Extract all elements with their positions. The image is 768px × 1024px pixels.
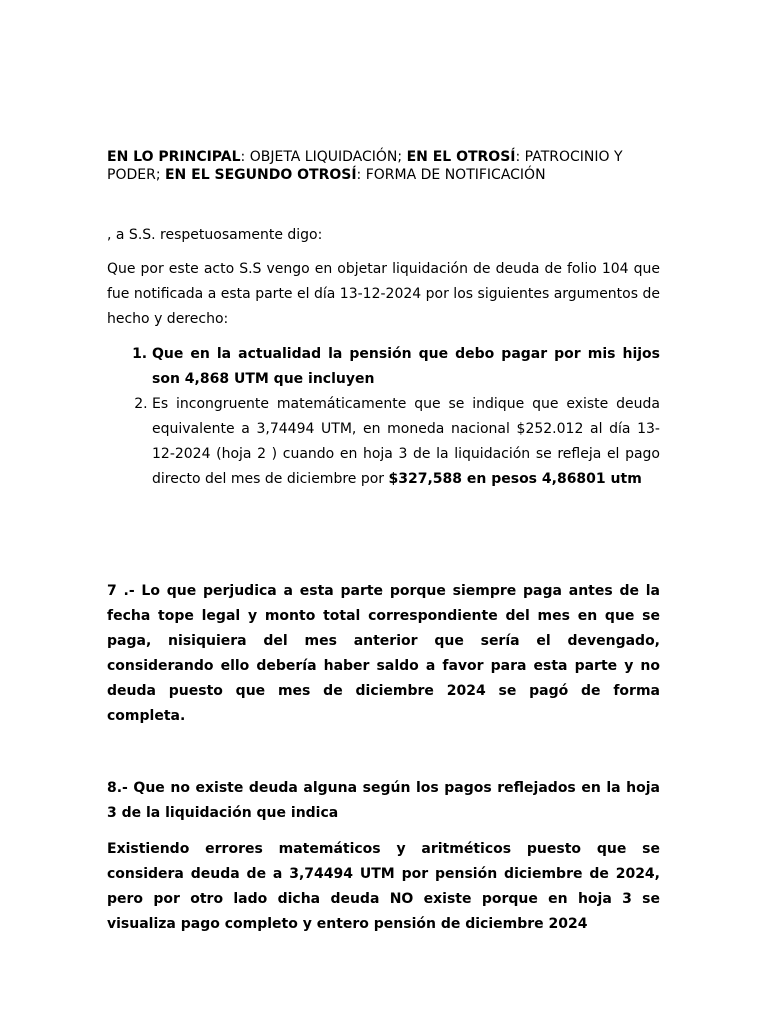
- greeting-line: , a S.S. respetuosamente digo:: [107, 227, 323, 243]
- heading-principal-label: EN LO PRINCIPAL: [107, 149, 241, 165]
- argument-item-2-amount: $327,588 en pesos 4,86801 utm: [388, 471, 642, 487]
- heading-segundo-label: EN EL SEGUNDO OTROSÍ: [164, 167, 357, 183]
- argument-list: [107, 342, 660, 492]
- heading-segundo-text: : FORMA DE NOTIFICACIÓN: [356, 167, 546, 183]
- paragraph-8: 8.- Que no existe deuda alguna según los pagos reflejados en la hoja 3 de la liquidación que indica: [107, 780, 660, 821]
- heading-principal-text: : OBJETA LIQUIDACIÓN;: [240, 149, 407, 165]
- paragraph-9: Existiendo errores matemáticos y aritméticos puesto que se considera deuda de a 3,74494 UTM por pensión diciembre de 2024, pero por otro lado dicha deuda NO existe porque en hoja 3 se visualiza pago completo y entero pensión de diciembre 2024: [107, 841, 660, 932]
- intro-paragraph: Que por este acto S.S vengo en objetar liquidación de deuda de folio 104 que fue notificada a esta parte el día 13-12-2024 por los siguientes argumentos de hecho y derecho:: [107, 261, 660, 327]
- heading-otrosi-label: EN EL OTROSÍ: [406, 149, 516, 165]
- argument-item-2: [152, 392, 660, 492]
- argument-item-1-text: Que en la actualidad la pensión que debo pagar por mis hijos son 4,868 UTM que incluyen: [152, 346, 660, 387]
- argument-item-1: [152, 342, 660, 392]
- argument-item-2-text: Es incongruente matemáticamente que se indique que existe deuda equivalente a 3,74494 UTM, en moneda nacional $252.012 al día 13- 12-2024 (hoja 2 ) cuando en hoja 3 de la liquidación se refleja el pago directo del mes de diciembre por: [152, 396, 660, 487]
- heading-otrosi-text: : PATROCINIO Y PODER;: [107, 149, 623, 183]
- document-heading: [107, 148, 660, 184]
- paragraph-7: 7 .- Lo que perjudica a esta parte porque siempre paga antes de la fecha tope legal y monto total correspondiente del mes en que se paga, nisiquiera del mes anterior que sería el devengado, considerando ello debería haber saldo a favor para esta parte y no deuda puesto que mes de diciembre 2024 se pagó de forma completa.: [107, 583, 660, 724]
- document-page: [107, 148, 660, 937]
